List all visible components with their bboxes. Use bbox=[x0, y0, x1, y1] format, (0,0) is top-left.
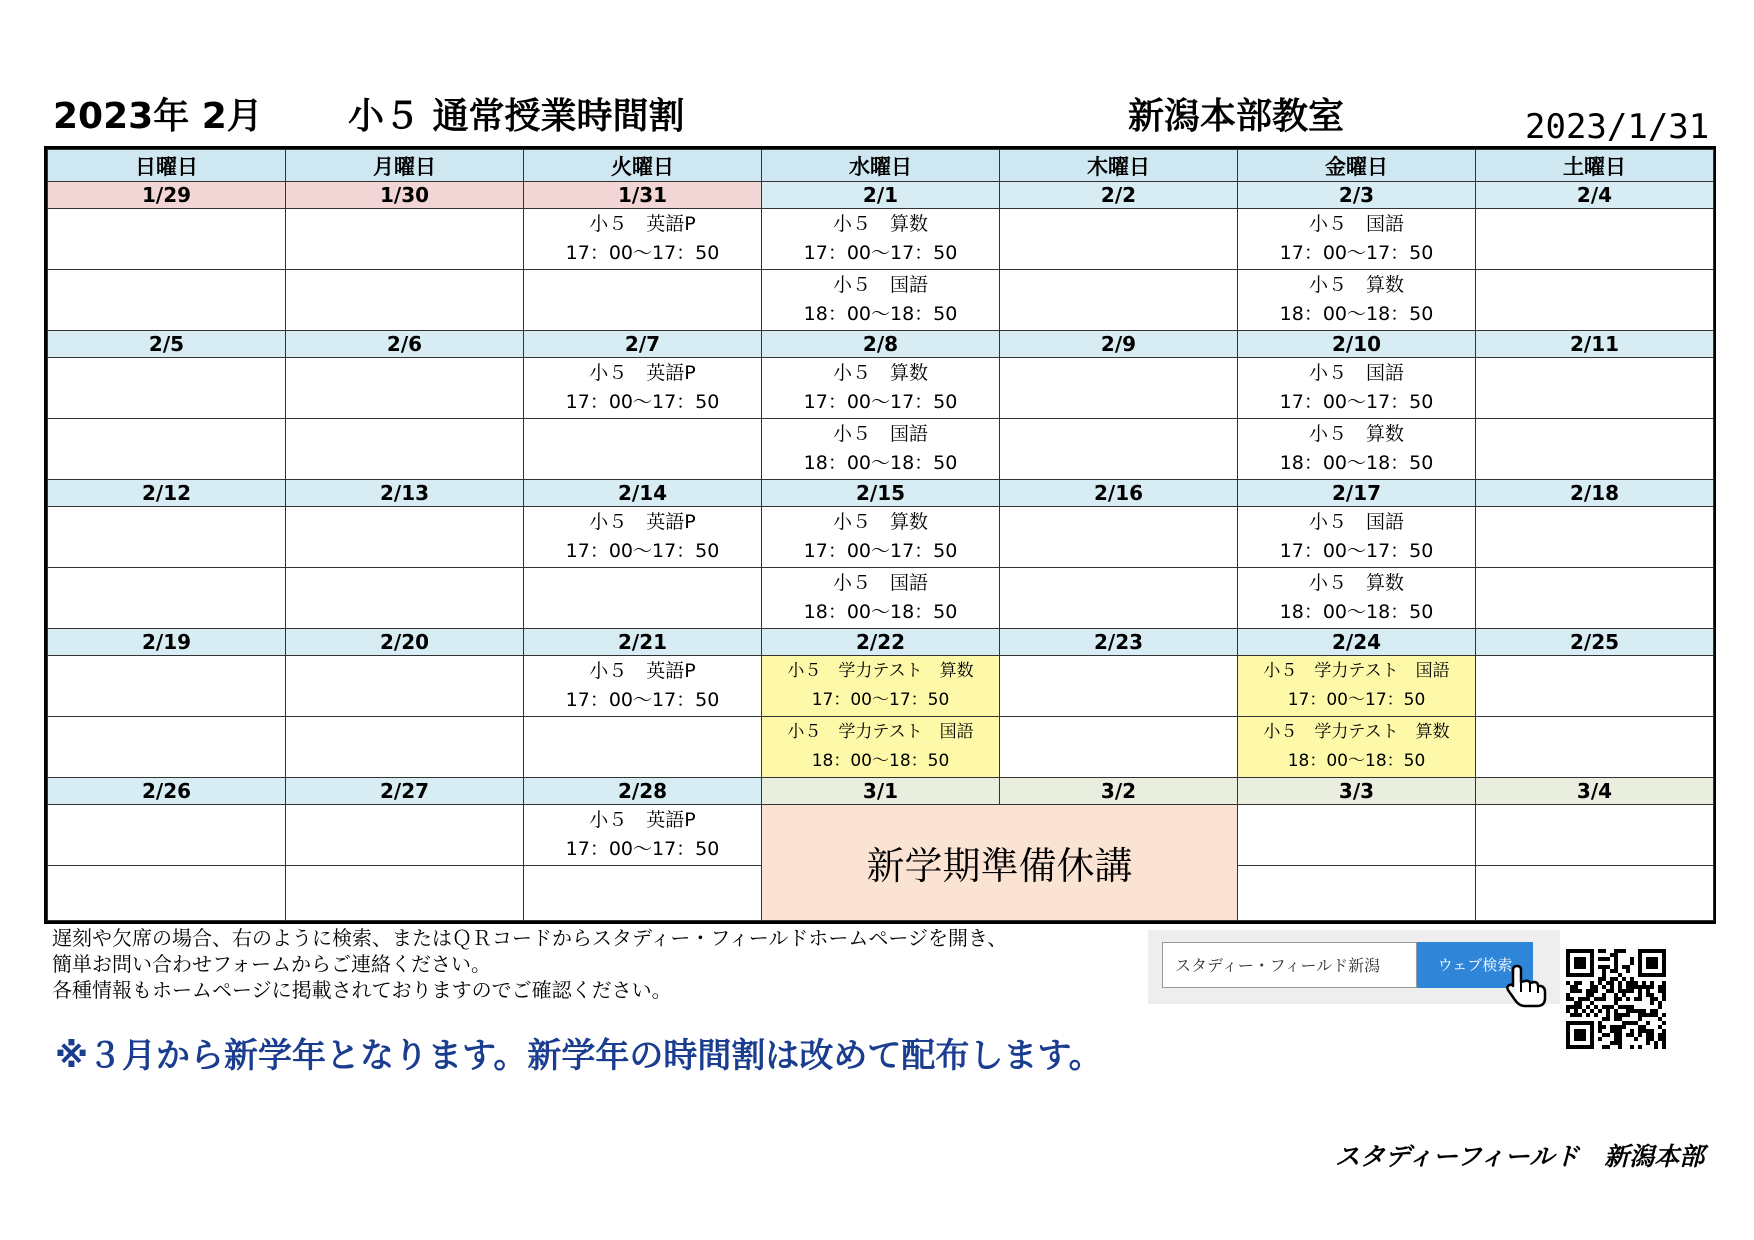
date-row bbox=[48, 480, 1714, 507]
date-cell: 2/5 bbox=[48, 331, 286, 358]
class-cell bbox=[48, 568, 286, 629]
date-cell: 2/14 bbox=[524, 480, 762, 507]
date-cell: 2/19 bbox=[48, 629, 286, 656]
class-cell bbox=[286, 419, 524, 480]
date-cell: 2/25 bbox=[1476, 629, 1714, 656]
class-cell bbox=[48, 717, 286, 778]
class-cell: 小５ 国語 18：00～18：50 bbox=[762, 568, 1000, 629]
class-cell: 小５ 学力テスト 算数 17：00～17：50 bbox=[762, 655, 1000, 716]
class-cell bbox=[48, 208, 286, 269]
date-cell: 2/6 bbox=[286, 331, 524, 358]
date-row bbox=[48, 778, 1714, 805]
class-cell bbox=[286, 357, 524, 418]
date-cell: 2/15 bbox=[762, 480, 1000, 507]
class-cell bbox=[1476, 804, 1714, 865]
date-cell: 3/3 bbox=[1238, 778, 1476, 805]
web-search-button[interactable]: ウェブ検索 bbox=[1417, 942, 1533, 988]
school-name: 新潟本部教室 bbox=[1128, 96, 1345, 137]
class-cell bbox=[286, 655, 524, 716]
announcement-headline: ※３月から新学年となります。新学年の時間割は改めて配布します。 bbox=[55, 1036, 1103, 1076]
date-cell: 2/22 bbox=[762, 629, 1000, 656]
date-cell: 2/10 bbox=[1238, 331, 1476, 358]
date-cell: 1/31 bbox=[524, 182, 762, 209]
date-row bbox=[48, 182, 1714, 209]
timetable-calendar bbox=[44, 146, 1716, 924]
date-row bbox=[48, 629, 1714, 656]
weekday-header: 金曜日 bbox=[1238, 150, 1476, 182]
weekday-header: 土曜日 bbox=[1476, 150, 1714, 182]
date-cell: 1/29 bbox=[48, 182, 286, 209]
class-cell bbox=[1476, 270, 1714, 331]
class-cell bbox=[1476, 866, 1714, 921]
class-cell bbox=[1000, 419, 1238, 480]
date-cell: 2/23 bbox=[1000, 629, 1238, 656]
class-cell bbox=[48, 655, 286, 716]
date-cell: 2/26 bbox=[48, 778, 286, 805]
class-cell bbox=[1000, 208, 1238, 269]
weekday-header: 木曜日 bbox=[1000, 150, 1238, 182]
weekday-header: 月曜日 bbox=[286, 150, 524, 182]
contact-notice: 遅刻や欠席の場合、右のように検索、またはＱＲコードからスタディー・フィールドホームページを開き、 簡単お問い合わせフォームからご連絡ください。 各種情報もホームページに掲載されておりますのでご確認ください。 bbox=[52, 926, 1008, 1002]
date-cell: 2/1 bbox=[762, 182, 1000, 209]
class-cell bbox=[524, 717, 762, 778]
date-cell: 2/3 bbox=[1238, 182, 1476, 209]
class-cell bbox=[1000, 270, 1238, 331]
class-slot-row bbox=[48, 357, 1714, 418]
class-cell bbox=[1000, 655, 1238, 716]
class-cell: 小５ 学力テスト 算数 18：00～18：50 bbox=[1238, 717, 1476, 778]
class-slot-row bbox=[48, 568, 1714, 629]
class-slot-row bbox=[48, 270, 1714, 331]
class-cell bbox=[1476, 655, 1714, 716]
class-cell bbox=[286, 568, 524, 629]
class-cell: 小５ 算数 18：00～18：50 bbox=[1238, 270, 1476, 331]
class-slot-row bbox=[48, 804, 1714, 865]
date-cell: 2/16 bbox=[1000, 480, 1238, 507]
class-cell: 小５ 学力テスト 国語 18：00～18：50 bbox=[762, 717, 1000, 778]
class-slot-row bbox=[48, 208, 1714, 269]
date-cell: 1/30 bbox=[286, 182, 524, 209]
class-cell bbox=[524, 419, 762, 480]
class-cell bbox=[1000, 568, 1238, 629]
class-cell bbox=[286, 506, 524, 567]
class-cell bbox=[48, 419, 286, 480]
class-cell bbox=[286, 717, 524, 778]
class-cell bbox=[1000, 717, 1238, 778]
weekday-header: 日曜日 bbox=[48, 150, 286, 182]
month-title: 2023年 2月 bbox=[53, 96, 263, 137]
class-cell: 小５ 英語P 17：00～17：50 bbox=[524, 357, 762, 418]
class-cell bbox=[524, 270, 762, 331]
class-cell: 小５ 国語 18：00～18：50 bbox=[762, 270, 1000, 331]
timetable-grid bbox=[47, 149, 1714, 921]
class-cell: 小５ 算数 18：00～18：50 bbox=[1238, 419, 1476, 480]
class-cell bbox=[1476, 357, 1714, 418]
class-cell: 小５ 英語P 17：00～17：50 bbox=[524, 506, 762, 567]
class-cell bbox=[1476, 506, 1714, 567]
class-cell bbox=[524, 866, 762, 921]
class-cell: 小５ 算数 17：00～17：50 bbox=[762, 357, 1000, 418]
class-cell bbox=[286, 804, 524, 865]
class-cell: 小５ 国語 18：00～18：50 bbox=[762, 419, 1000, 480]
class-cell bbox=[1238, 804, 1476, 865]
date-row bbox=[48, 331, 1714, 358]
date-cell: 2/8 bbox=[762, 331, 1000, 358]
date-cell: 2/20 bbox=[286, 629, 524, 656]
class-cell bbox=[1000, 357, 1238, 418]
date-cell: 3/2 bbox=[1000, 778, 1238, 805]
class-cell: 小５ 国語 17：00～17：50 bbox=[1238, 506, 1476, 567]
class-cell bbox=[524, 568, 762, 629]
closed-notice: 新学期準備休講 bbox=[762, 804, 1238, 920]
weekday-header: 水曜日 bbox=[762, 150, 1000, 182]
class-cell: 小５ 算数 17：00～17：50 bbox=[762, 208, 1000, 269]
search-input[interactable]: スタディー・フィールド新潟 bbox=[1162, 942, 1417, 988]
date-cell: 2/13 bbox=[286, 480, 524, 507]
footer-brand: スタディーフィールド 新潟本部 bbox=[1335, 1142, 1705, 1171]
date-cell: 2/24 bbox=[1238, 629, 1476, 656]
class-slot-row bbox=[48, 655, 1714, 716]
class-cell: 小５ 算数 17：00～17：50 bbox=[762, 506, 1000, 567]
class-cell bbox=[48, 270, 286, 331]
class-slot-row bbox=[48, 717, 1714, 778]
class-cell: 小５ 学力テスト 国語 17：00～17：50 bbox=[1238, 655, 1476, 716]
date-cell: 2/2 bbox=[1000, 182, 1238, 209]
class-slot-row bbox=[48, 506, 1714, 567]
issue-date: 2023/1/31 bbox=[1525, 107, 1710, 147]
date-cell: 2/12 bbox=[48, 480, 286, 507]
date-cell: 2/9 bbox=[1000, 331, 1238, 358]
class-cell bbox=[48, 804, 286, 865]
class-cell bbox=[286, 270, 524, 331]
date-cell: 3/4 bbox=[1476, 778, 1714, 805]
date-cell: 2/27 bbox=[286, 778, 524, 805]
class-cell bbox=[1476, 419, 1714, 480]
class-cell: 小５ 国語 17：00～17：50 bbox=[1238, 357, 1476, 418]
date-cell: 2/11 bbox=[1476, 331, 1714, 358]
schedule-title: 小５ 通常授業時間割 bbox=[348, 96, 685, 137]
qr-code-icon bbox=[1566, 949, 1666, 1049]
class-slot-row bbox=[48, 419, 1714, 480]
class-cell bbox=[1000, 506, 1238, 567]
class-cell bbox=[1238, 866, 1476, 921]
class-cell: 小５ 英語P 17：00～17：50 bbox=[524, 208, 762, 269]
class-cell bbox=[48, 506, 286, 567]
date-cell: 2/7 bbox=[524, 331, 762, 358]
class-cell bbox=[1476, 208, 1714, 269]
weekday-header-row bbox=[48, 150, 1714, 182]
class-cell bbox=[1476, 717, 1714, 778]
class-cell bbox=[48, 866, 286, 921]
date-cell: 2/28 bbox=[524, 778, 762, 805]
date-cell: 2/17 bbox=[1238, 480, 1476, 507]
pointing-hand-icon bbox=[1503, 962, 1551, 1010]
weekday-header: 火曜日 bbox=[524, 150, 762, 182]
date-cell: 3/1 bbox=[762, 778, 1000, 805]
class-cell: 小５ 国語 17：00～17：50 bbox=[1238, 208, 1476, 269]
class-cell bbox=[48, 357, 286, 418]
class-cell: 小５ 算数 18：00～18：50 bbox=[1238, 568, 1476, 629]
class-cell: 小５ 英語P 17：00～17：50 bbox=[524, 804, 762, 865]
date-cell: 2/21 bbox=[524, 629, 762, 656]
date-cell: 2/4 bbox=[1476, 182, 1714, 209]
class-cell bbox=[1476, 568, 1714, 629]
class-cell bbox=[286, 208, 524, 269]
class-cell: 小５ 英語P 17：00～17：50 bbox=[524, 655, 762, 716]
date-cell: 2/18 bbox=[1476, 480, 1714, 507]
search-widget bbox=[1148, 930, 1560, 1004]
class-cell bbox=[286, 866, 524, 921]
